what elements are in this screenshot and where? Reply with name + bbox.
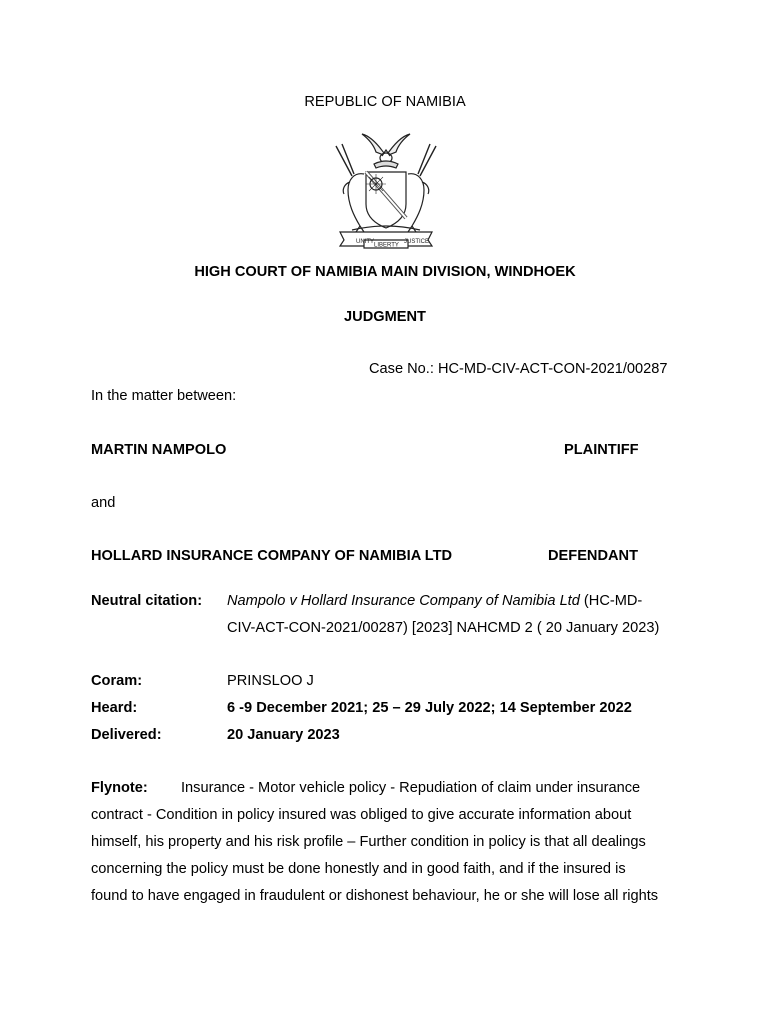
court-heading: HIGH COURT OF NAMIBIA MAIN DIVISION, WINDHOEK [194, 264, 576, 280]
svg-text:LIBERTY: LIBERTY [374, 242, 399, 249]
defendant-role: DEFENDANT [548, 548, 638, 564]
plaintiff-role: PLAINTIFF [564, 442, 639, 458]
namibia-coat-of-arms-icon [326, 126, 446, 250]
coram-label: Coram: [91, 673, 143, 689]
flynote-line-1: Insurance - Motor vehicle policy - Repudiation of claim under insurance [181, 780, 641, 796]
citation-case-name: Nampolo v Hollard Insurance Company of Namibia Ltd [227, 593, 580, 609]
case-number: Case No.: HC-MD-CIV-ACT-CON-2021/00287 [369, 361, 668, 377]
flynote-line-5: found to have engaged in fraudulent or dishonest behaviour, he or she will lose all rights [91, 888, 659, 904]
flynote-line-2: contract - Condition in policy insured was obliged to give accurate information about [91, 807, 632, 823]
heard-label: Heard: [91, 700, 138, 716]
citation-line-1-rest: (HC-MD- [579, 593, 643, 609]
delivered-label: Delivered: [91, 727, 162, 743]
matter-intro: In the matter between: [91, 388, 237, 404]
flynote-line-4: concerning the policy must be done honestly and in good faith, and if the insured is [91, 861, 626, 877]
citation-line-2: CIV-ACT-CON-2021/00287) [2023] NAHCMD 2 ( 20 January 2023) [227, 620, 660, 636]
defendant-name: HOLLARD INSURANCE COMPANY OF NAMIBIA LTD [91, 548, 453, 564]
document-type-heading: JUDGMENT [344, 309, 426, 325]
svg-text:JUSTICE: JUSTICE [404, 239, 430, 245]
country-heading: REPUBLIC OF NAMIBIA [304, 94, 466, 110]
citation-label: Neutral citation: [91, 593, 203, 609]
heard-value: 6 -9 December 2021; 25 – 29 July 2022; 14 September 2022 [227, 700, 632, 716]
flynote-label: Flynote: [91, 780, 148, 796]
citation-line-1 [227, 593, 642, 609]
svg-text:UNITY: UNITY [356, 239, 374, 245]
plaintiff-name: MARTIN NAMPOLO [91, 442, 227, 458]
delivered-value: 20 January 2023 [227, 727, 340, 743]
flynote-line-3: himself, his property and his risk profile – Further condition in policy is that all dealings [91, 834, 646, 850]
coram-value: PRINSLOO J [227, 673, 314, 689]
parties-conjunction: and [91, 495, 116, 511]
